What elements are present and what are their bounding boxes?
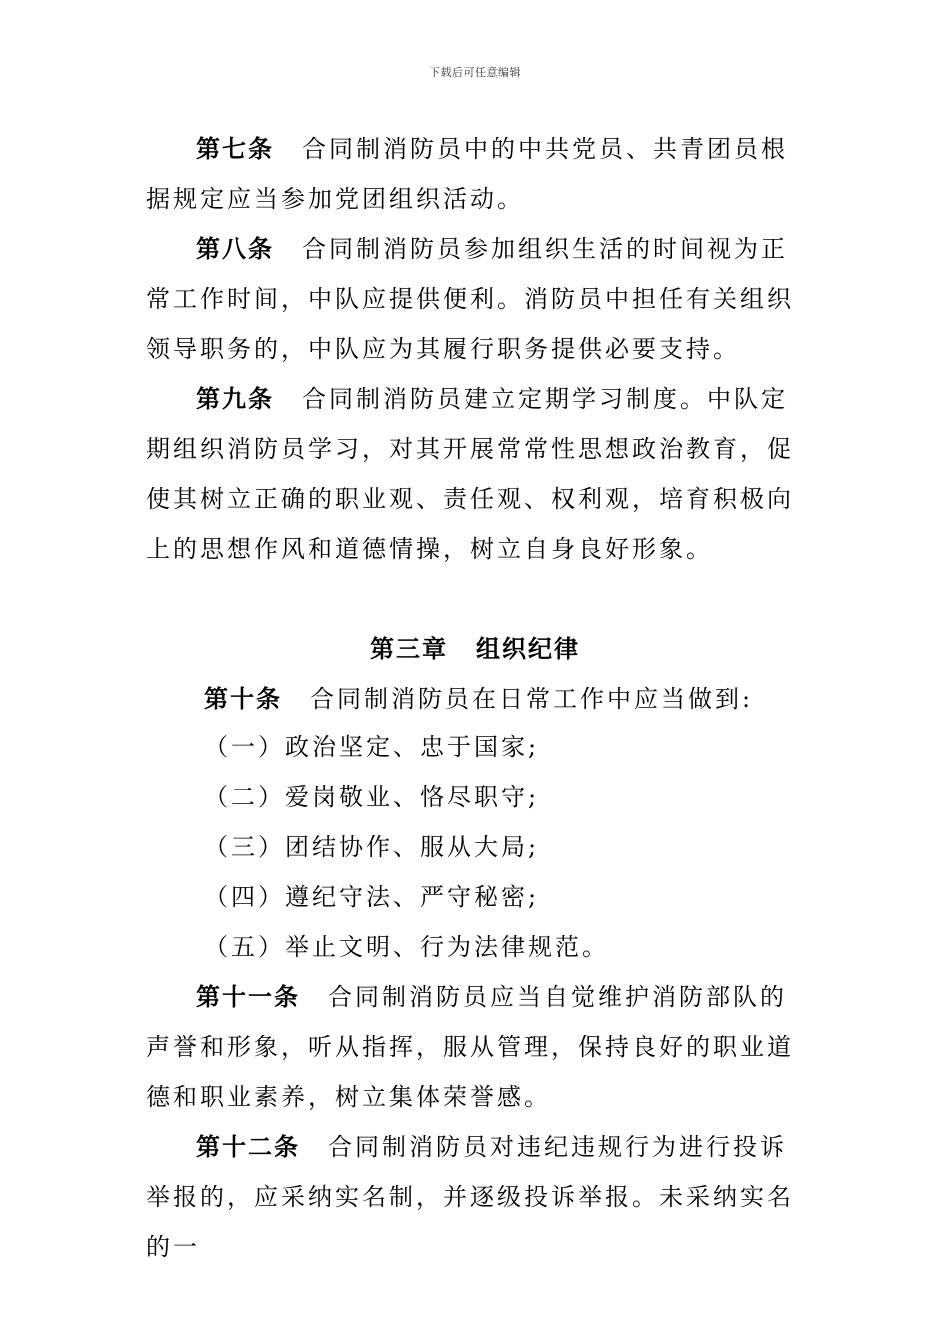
article-7 bbox=[146, 124, 806, 224]
article-8 bbox=[146, 224, 806, 374]
article-11-text: 合同制消防员应当自觉维护消防部队的声誉和形象，听从指挥，服从管理，保持良好的职业道德和职业素养，树立集体荣誉感。 bbox=[146, 983, 794, 1111]
article-7-lead: 第七条 bbox=[196, 134, 274, 163]
article-10-text: 合同制消防员在日常工作中应当做到: bbox=[310, 685, 754, 713]
article-10 bbox=[204, 674, 824, 724]
article-9 bbox=[146, 374, 806, 574]
list-item: （五）举止文明、行为法律规范。 bbox=[204, 933, 609, 961]
list-item: （一）政治坚定、忠于国家; bbox=[204, 733, 540, 761]
article-9-lead: 第九条 bbox=[196, 384, 274, 413]
article-8-lead: 第八条 bbox=[196, 234, 274, 263]
header-watermark: 下载后可任意编辑 bbox=[429, 66, 521, 79]
chapter-title bbox=[0, 624, 950, 674]
article-9-text: 合同制消防员建立定期学习制度。中队定期组织消防员学习，对其开展常常性思想政治教育，促使其树立正确的职业观、责任观、权利观，培育积极向上的思想作风和道德情操，树立自身良好形象。 bbox=[146, 385, 794, 563]
list-item: （四）遵纪守法、严守秘密; bbox=[204, 883, 540, 911]
article-12 bbox=[146, 1122, 806, 1272]
article-7-text: 合同制消防员中的中共党员、共青团员根据规定应当参加党团组织活动。 bbox=[146, 135, 788, 213]
article-11-lead: 第十一条 bbox=[196, 982, 300, 1011]
article-11 bbox=[146, 972, 806, 1122]
list-item: （二）爱岗敬业、恪尽职守; bbox=[204, 783, 540, 811]
article-10-lead: 第十条 bbox=[204, 684, 282, 713]
article-8-text: 合同制消防员参加组织生活的时间视为正常工作时间，中队应提供便利。消防员中担任有关组织领导职务的，中队应为其履行职务提供必要支持。 bbox=[146, 235, 794, 363]
chapter-name: 组织纪律 bbox=[476, 634, 580, 663]
article-12-text: 合同制消防员对违纪违规行为进行投诉举报的，应采纳实名制，并逐级投诉举报。未采纳实名的一 bbox=[146, 1133, 794, 1261]
article-12-lead: 第十二条 bbox=[196, 1132, 300, 1161]
chapter-number: 第三章 bbox=[370, 634, 448, 663]
list-item: （三）团结协作、服从大局; bbox=[204, 833, 540, 861]
